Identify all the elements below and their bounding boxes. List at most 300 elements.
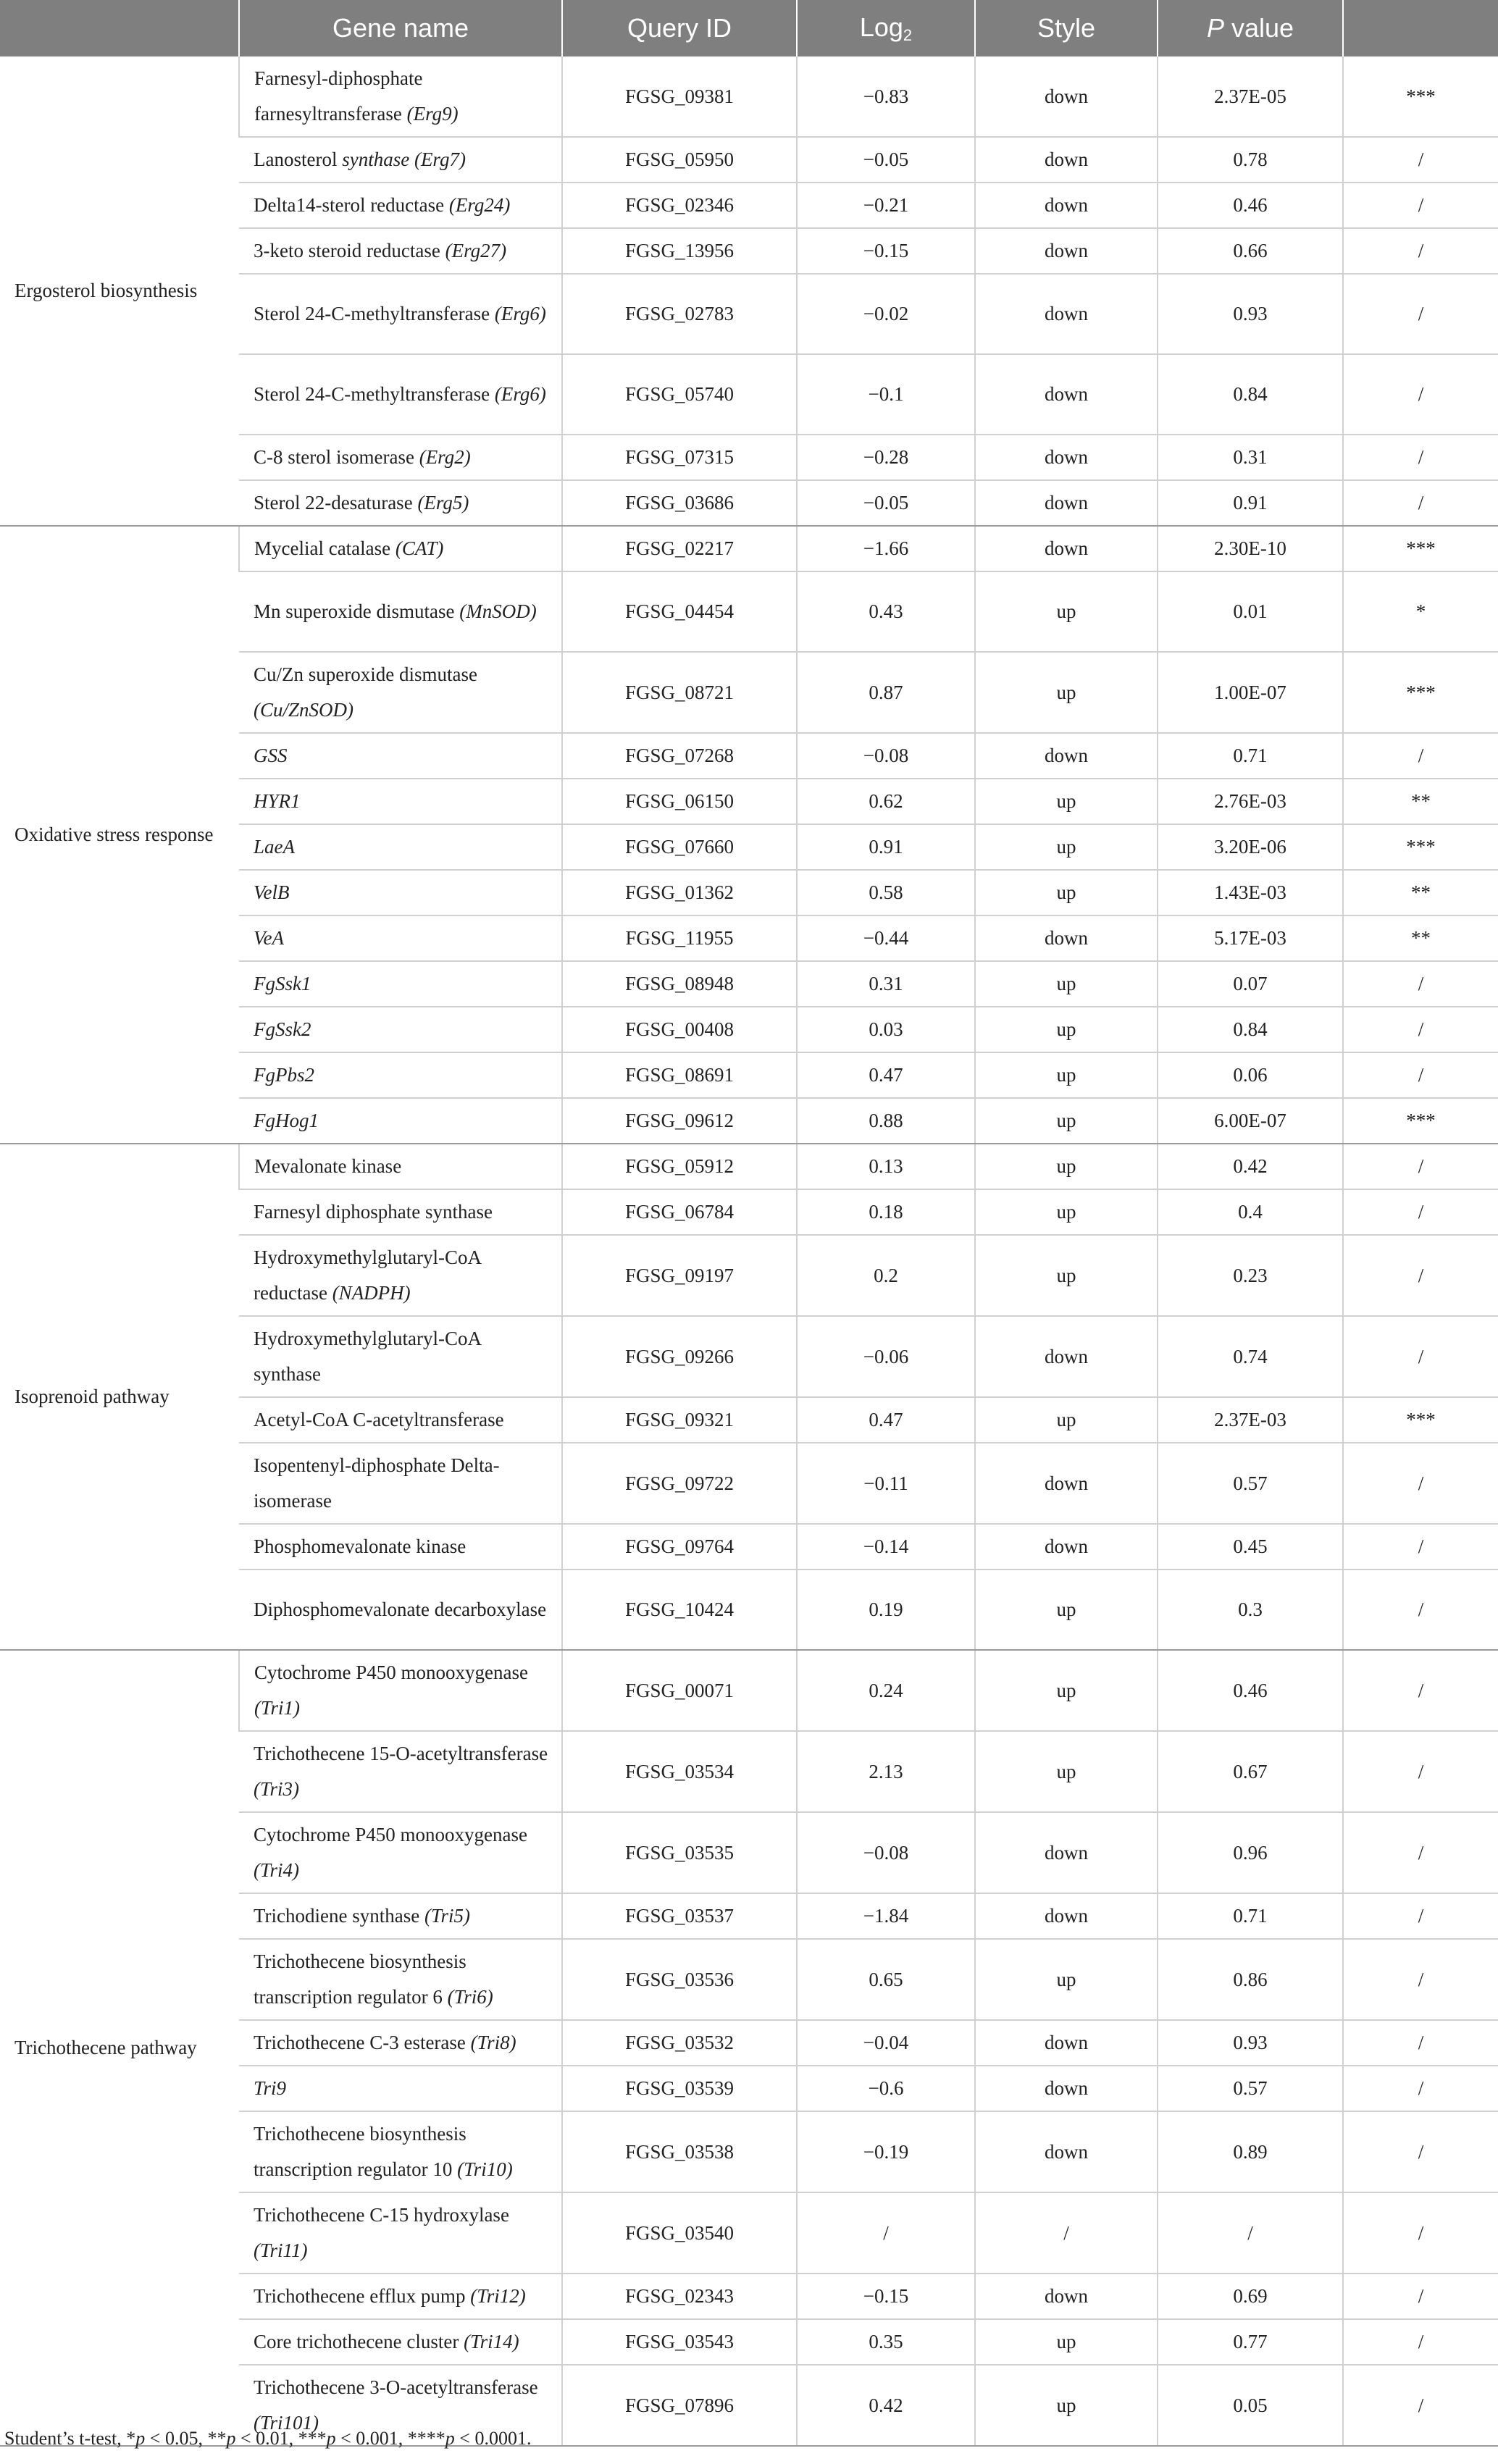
style-cell: up bbox=[975, 2365, 1158, 2446]
gene-name-cell bbox=[239, 1144, 562, 1189]
gene-name-text: Cytochrome P450 monooxygenase bbox=[254, 1824, 527, 1845]
p-value-cell: 0.46 bbox=[1158, 183, 1343, 228]
p-value-cell: 0.45 bbox=[1158, 1524, 1343, 1570]
query-id-cell: FGSG_00408 bbox=[562, 1007, 797, 1052]
header-query-id: Query ID bbox=[562, 0, 797, 56]
query-id-cell: FGSG_08948 bbox=[562, 961, 797, 1007]
p-value-cell: 6.00E-07 bbox=[1158, 1098, 1343, 1144]
style-cell: down bbox=[975, 274, 1158, 354]
gene-name-cell bbox=[239, 1052, 562, 1098]
query-id-cell: FGSG_10424 bbox=[562, 1570, 797, 1650]
gene-name-cell bbox=[239, 2020, 562, 2066]
significance-cell: * bbox=[1343, 571, 1498, 652]
style-cell: down bbox=[975, 526, 1158, 571]
significance-cell: / bbox=[1343, 2066, 1498, 2111]
gene-symbol-text: Tri9 bbox=[254, 2077, 287, 2099]
gene-name-text: Trichothecene efflux pump bbox=[254, 2285, 471, 2307]
query-id-cell: FGSG_02783 bbox=[562, 274, 797, 354]
significance-cell: / bbox=[1343, 2365, 1498, 2446]
p-value-cell: 0.4 bbox=[1158, 1189, 1343, 1235]
p-value-cell: 0.71 bbox=[1158, 733, 1343, 779]
significance-cell: *** bbox=[1343, 652, 1498, 733]
p-value-cell: 5.17E-03 bbox=[1158, 915, 1343, 961]
query-id-cell: FGSG_03543 bbox=[562, 2319, 797, 2365]
gene-name-cell bbox=[239, 824, 562, 870]
table-row bbox=[0, 526, 1498, 571]
gene-name-cell bbox=[239, 779, 562, 824]
log2-cell: 0.62 bbox=[797, 779, 975, 824]
gene-name-cell bbox=[239, 56, 562, 137]
gene-name-cell bbox=[239, 2111, 562, 2192]
gene-symbol-text: (Tri4) bbox=[254, 1859, 300, 1881]
table-row bbox=[0, 1144, 1498, 1189]
significance-cell: / bbox=[1343, 354, 1498, 435]
query-id-cell: FGSG_01362 bbox=[562, 870, 797, 915]
log2-cell: 0.88 bbox=[797, 1098, 975, 1144]
gene-symbol-text: (Erg9) bbox=[406, 103, 459, 125]
style-cell: down bbox=[975, 183, 1158, 228]
log2-cell: −0.19 bbox=[797, 2111, 975, 2192]
header-gene-name: Gene name bbox=[239, 0, 562, 56]
gene-symbol-text: FgSsk2 bbox=[254, 1018, 311, 1040]
log2-cell: 0.42 bbox=[797, 2365, 975, 2446]
gene-symbol-text: (Erg6) bbox=[494, 303, 546, 324]
query-id-cell: FGSG_03535 bbox=[562, 1812, 797, 1893]
log2-cell: −0.08 bbox=[797, 733, 975, 779]
style-cell: up bbox=[975, 652, 1158, 733]
gene-name-text: Trichodiene synthase bbox=[254, 1905, 424, 1927]
gene-name-text: Trichothecene 3-O-acetyltransferase bbox=[254, 2376, 538, 2398]
gene-name-cell bbox=[239, 571, 562, 652]
style-cell: down bbox=[975, 1812, 1158, 1893]
style-cell: up bbox=[975, 1397, 1158, 1443]
style-cell: down bbox=[975, 733, 1158, 779]
gene-name-text: Farnesyl-diphosphate farnesyltransferase bbox=[254, 67, 423, 125]
gene-name-text: Hydroxymethylglutaryl-CoA reductase bbox=[254, 1246, 481, 1304]
gene-name-text: Lanosterol bbox=[254, 148, 343, 170]
query-id-cell: FGSG_02346 bbox=[562, 183, 797, 228]
gene-symbol-text: (Erg2) bbox=[419, 446, 471, 468]
gene-name-text: Cu/Zn superoxide dismutase bbox=[254, 663, 477, 685]
log2-cell: / bbox=[797, 2192, 975, 2274]
gene-name-cell bbox=[239, 1939, 562, 2020]
gene-name-text: Cytochrome P450 monooxygenase bbox=[254, 1661, 528, 1683]
gene-symbol-text: GSS bbox=[254, 745, 288, 766]
style-cell: down bbox=[975, 480, 1158, 526]
log2-cell: 0.2 bbox=[797, 1235, 975, 1316]
query-id-cell: FGSG_05740 bbox=[562, 354, 797, 435]
query-id-cell: FGSG_05950 bbox=[562, 137, 797, 183]
gene-name-cell bbox=[239, 2319, 562, 2365]
gene-name-cell bbox=[239, 733, 562, 779]
log2-cell: 0.03 bbox=[797, 1007, 975, 1052]
significance-cell: / bbox=[1343, 137, 1498, 183]
p-value-cell: / bbox=[1158, 2192, 1343, 2274]
style-cell: up bbox=[975, 1235, 1158, 1316]
style-cell: up bbox=[975, 1189, 1158, 1235]
style-cell: up bbox=[975, 870, 1158, 915]
p-value-cell: 0.89 bbox=[1158, 2111, 1343, 2192]
p-value-cell: 1.43E-03 bbox=[1158, 870, 1343, 915]
gene-symbol-text: LaeA bbox=[254, 836, 295, 858]
gene-name-text: Sterol 24-C-methyltransferase bbox=[254, 303, 495, 324]
significance-cell: *** bbox=[1343, 56, 1498, 137]
query-id-cell: FGSG_07896 bbox=[562, 2365, 797, 2446]
gene-symbol-text: synthase (Erg7) bbox=[342, 148, 466, 170]
gene-name-text: Sterol 22-desaturase bbox=[254, 492, 418, 514]
p-value-cell: 0.78 bbox=[1158, 137, 1343, 183]
log2-cell: −0.04 bbox=[797, 2020, 975, 2066]
p-value-cell: 2.30E-10 bbox=[1158, 526, 1343, 571]
gene-symbol-text: (NADPH) bbox=[332, 1282, 411, 1304]
query-id-cell: FGSG_11955 bbox=[562, 915, 797, 961]
style-cell: down bbox=[975, 1443, 1158, 1524]
gene-symbol-text: (Erg5) bbox=[417, 492, 469, 514]
p-value-cell: 0.31 bbox=[1158, 435, 1343, 480]
query-id-cell: FGSG_04454 bbox=[562, 571, 797, 652]
p-value-cell: 0.74 bbox=[1158, 1316, 1343, 1397]
query-id-cell: FGSG_03534 bbox=[562, 1731, 797, 1812]
style-cell: up bbox=[975, 1731, 1158, 1812]
style-cell: down bbox=[975, 1316, 1158, 1397]
log2-cell: 0.47 bbox=[797, 1397, 975, 1443]
gene-name-text: Trichothecene biosynthesis transcription regulator 6 bbox=[254, 1950, 466, 2008]
significance-cell: / bbox=[1343, 1007, 1498, 1052]
log2-cell: 0.58 bbox=[797, 870, 975, 915]
style-cell: down bbox=[975, 2066, 1158, 2111]
query-id-cell: FGSG_09612 bbox=[562, 1098, 797, 1144]
style-cell: up bbox=[975, 1144, 1158, 1189]
gene-name-cell bbox=[239, 1007, 562, 1052]
significance-cell: / bbox=[1343, 2274, 1498, 2319]
significance-cell: / bbox=[1343, 2192, 1498, 2274]
header-style: Style bbox=[975, 0, 1158, 56]
log2-cell: 0.43 bbox=[797, 571, 975, 652]
style-cell: up bbox=[975, 2319, 1158, 2365]
p-value-cell: 0.67 bbox=[1158, 1731, 1343, 1812]
gene-name-cell bbox=[239, 1189, 562, 1235]
log2-cell: −0.05 bbox=[797, 480, 975, 526]
query-id-cell: FGSG_03686 bbox=[562, 480, 797, 526]
footnote: Student’s t-test, *p < 0.05, **p < 0.01, ***p < 0.001, ****p < 0.0001. bbox=[4, 2428, 532, 2449]
gene-name-text: Mevalonate kinase bbox=[254, 1155, 402, 1177]
significance-cell: / bbox=[1343, 183, 1498, 228]
log2-cell: −0.05 bbox=[797, 137, 975, 183]
log2-cell: −0.44 bbox=[797, 915, 975, 961]
gene-name-cell bbox=[239, 1235, 562, 1316]
gene-symbol-text: FgPbs2 bbox=[254, 1064, 314, 1086]
style-cell: up bbox=[975, 1098, 1158, 1144]
gene-name-cell bbox=[239, 2066, 562, 2111]
style-cell: up bbox=[975, 1570, 1158, 1650]
significance-cell: / bbox=[1343, 1570, 1498, 1650]
query-id-cell: FGSG_09764 bbox=[562, 1524, 797, 1570]
gene-symbol-text: (Erg6) bbox=[494, 383, 546, 405]
log2-cell: −0.1 bbox=[797, 354, 975, 435]
query-id-cell: FGSG_09321 bbox=[562, 1397, 797, 1443]
significance-cell: / bbox=[1343, 1650, 1498, 1731]
query-id-cell: FGSG_03540 bbox=[562, 2192, 797, 2274]
log2-cell: −1.66 bbox=[797, 526, 975, 571]
significance-cell: / bbox=[1343, 228, 1498, 274]
category-cell: Isoprenoid pathway bbox=[0, 1144, 239, 1650]
p-value-cell: 2.37E-03 bbox=[1158, 1397, 1343, 1443]
significance-cell: / bbox=[1343, 2111, 1498, 2192]
query-id-cell: FGSG_09197 bbox=[562, 1235, 797, 1316]
log2-cell: 2.13 bbox=[797, 1731, 975, 1812]
header-category bbox=[0, 0, 239, 56]
p-value-cell: 0.91 bbox=[1158, 480, 1343, 526]
gene-symbol-text: (Tri8) bbox=[470, 2032, 516, 2053]
gene-name-cell bbox=[239, 435, 562, 480]
gene-name-cell bbox=[239, 526, 562, 571]
p-value-cell: 3.20E-06 bbox=[1158, 824, 1343, 870]
query-id-cell: FGSG_02217 bbox=[562, 526, 797, 571]
gene-name-cell bbox=[239, 228, 562, 274]
gene-name-cell bbox=[239, 1316, 562, 1397]
style-cell: up bbox=[975, 1939, 1158, 2020]
significance-cell: / bbox=[1343, 1812, 1498, 1893]
log2-cell: 0.31 bbox=[797, 961, 975, 1007]
gene-name-cell bbox=[239, 961, 562, 1007]
p-value-cell: 0.57 bbox=[1158, 1443, 1343, 1524]
gene-symbol-text: (Tri5) bbox=[424, 1905, 471, 1927]
gene-name-text: Acetyl-CoA C-acetyltransferase bbox=[254, 1409, 504, 1430]
significance-cell: / bbox=[1343, 1052, 1498, 1098]
gene-name-text: 3-keto steroid reductase bbox=[254, 240, 445, 261]
gene-symbol-text: (Tri101) bbox=[254, 2412, 319, 2434]
style-cell: up bbox=[975, 779, 1158, 824]
table-row bbox=[0, 1650, 1498, 1731]
log2-cell: 0.24 bbox=[797, 1650, 975, 1731]
gene-symbol-text: (Tri11) bbox=[254, 2239, 308, 2261]
style-cell: down bbox=[975, 2020, 1158, 2066]
table-body bbox=[0, 56, 1498, 2446]
p-value-cell: 0.93 bbox=[1158, 2020, 1343, 2066]
style-cell: up bbox=[975, 824, 1158, 870]
p-value-cell: 0.46 bbox=[1158, 1650, 1343, 1731]
gene-name-cell bbox=[239, 2274, 562, 2319]
gene-name-text: Farnesyl diphosphate synthase bbox=[254, 1201, 493, 1223]
gene-name-text: Trichothecene biosynthesis transcription regulator 10 bbox=[254, 2123, 466, 2180]
significance-cell: *** bbox=[1343, 824, 1498, 870]
significance-cell: / bbox=[1343, 1235, 1498, 1316]
gene-name-text: Delta14-sterol reductase bbox=[254, 194, 449, 216]
query-id-cell: FGSG_13956 bbox=[562, 228, 797, 274]
style-cell: down bbox=[975, 56, 1158, 137]
gene-name-text: Isopentenyl-diphosphate Delta-isomerase bbox=[254, 1454, 500, 1512]
style-cell: up bbox=[975, 571, 1158, 652]
gene-symbol-text: (Erg24) bbox=[448, 194, 511, 216]
style-cell: up bbox=[975, 1007, 1158, 1052]
log2-cell: −0.08 bbox=[797, 1812, 975, 1893]
query-id-cell: FGSG_03532 bbox=[562, 2020, 797, 2066]
gene-name-text: Mn superoxide dismutase bbox=[254, 600, 460, 622]
header-p-value: P value bbox=[1158, 0, 1343, 56]
gene-name-cell bbox=[239, 1731, 562, 1812]
significance-cell: / bbox=[1343, 274, 1498, 354]
gene-name-cell bbox=[239, 1098, 562, 1144]
gene-symbol-text: (Tri6) bbox=[447, 1986, 493, 2008]
style-cell: up bbox=[975, 1650, 1158, 1731]
gene-symbol-text: (Cu/ZnSOD) bbox=[254, 699, 354, 721]
gene-name-text: Core trichothecene cluster bbox=[254, 2331, 464, 2352]
gene-name-cell bbox=[239, 870, 562, 915]
significance-cell: / bbox=[1343, 2020, 1498, 2066]
p-value-cell: 0.42 bbox=[1158, 1144, 1343, 1189]
query-id-cell: FGSG_09722 bbox=[562, 1443, 797, 1524]
query-id-cell: FGSG_06150 bbox=[562, 779, 797, 824]
p-value-cell: 0.23 bbox=[1158, 1235, 1343, 1316]
p-value-cell: 0.06 bbox=[1158, 1052, 1343, 1098]
significance-cell: / bbox=[1343, 1524, 1498, 1570]
significance-cell: / bbox=[1343, 435, 1498, 480]
gene-symbol-text: (Tri12) bbox=[470, 2285, 526, 2307]
p-value-cell: 0.69 bbox=[1158, 2274, 1343, 2319]
log2-cell: 0.35 bbox=[797, 2319, 975, 2365]
gene-symbol-text: HYR1 bbox=[254, 790, 301, 812]
style-cell: up bbox=[975, 1052, 1158, 1098]
category-cell: Oxidative stress response bbox=[0, 526, 239, 1144]
gene-name-cell bbox=[239, 2192, 562, 2274]
gene-name-cell bbox=[239, 480, 562, 526]
gene-name-cell bbox=[239, 354, 562, 435]
table-row bbox=[0, 56, 1498, 137]
log2-cell: −1.84 bbox=[797, 1893, 975, 1939]
gene-name-cell bbox=[239, 183, 562, 228]
log2-cell: −0.06 bbox=[797, 1316, 975, 1397]
significance-cell: *** bbox=[1343, 1397, 1498, 1443]
query-id-cell: FGSG_05912 bbox=[562, 1144, 797, 1189]
gene-name-text: Phosphomevalonate kinase bbox=[254, 1535, 466, 1557]
log2-cell: 0.91 bbox=[797, 824, 975, 870]
significance-cell: *** bbox=[1343, 1098, 1498, 1144]
gene-symbol-text: (Erg27) bbox=[445, 240, 507, 261]
significance-cell: *** bbox=[1343, 526, 1498, 571]
p-value-cell: 0.93 bbox=[1158, 274, 1343, 354]
significance-cell: / bbox=[1343, 1731, 1498, 1812]
significance-cell: / bbox=[1343, 1144, 1498, 1189]
category-cell: Ergosterol biosynthesis bbox=[0, 56, 239, 526]
style-cell: down bbox=[975, 354, 1158, 435]
style-cell: down bbox=[975, 1524, 1158, 1570]
p-value-cell: 0.57 bbox=[1158, 2066, 1343, 2111]
p-value-cell: 0.3 bbox=[1158, 1570, 1343, 1650]
style-cell: down bbox=[975, 1893, 1158, 1939]
gene-symbol-text: VelB bbox=[254, 881, 290, 903]
query-id-cell: FGSG_00071 bbox=[562, 1650, 797, 1731]
p-value-cell: 0.01 bbox=[1158, 571, 1343, 652]
significance-cell: / bbox=[1343, 2319, 1498, 2365]
gene-name-cell bbox=[239, 1570, 562, 1650]
log2-cell: −0.28 bbox=[797, 435, 975, 480]
query-id-cell: FGSG_08721 bbox=[562, 652, 797, 733]
query-id-cell: FGSG_07268 bbox=[562, 733, 797, 779]
gene-name-cell bbox=[239, 1650, 562, 1731]
gene-symbol-text: FgSsk1 bbox=[254, 973, 311, 994]
log2-cell: −0.11 bbox=[797, 1443, 975, 1524]
gene-name-text: Trichothecene 15-O-acetyltransferase bbox=[254, 1743, 548, 1764]
p-value-cell: 1.00E-07 bbox=[1158, 652, 1343, 733]
significance-cell: ** bbox=[1343, 779, 1498, 824]
log2-cell: −0.21 bbox=[797, 183, 975, 228]
p-value-cell: 0.07 bbox=[1158, 961, 1343, 1007]
style-cell: down bbox=[975, 2111, 1158, 2192]
style-cell: up bbox=[975, 961, 1158, 1007]
style-cell: down bbox=[975, 2274, 1158, 2319]
p-value-cell: 0.77 bbox=[1158, 2319, 1343, 2365]
table-header-row bbox=[0, 0, 1498, 56]
significance-cell: / bbox=[1343, 961, 1498, 1007]
style-cell: down bbox=[975, 915, 1158, 961]
significance-cell: ** bbox=[1343, 915, 1498, 961]
query-id-cell: FGSG_07660 bbox=[562, 824, 797, 870]
query-id-cell: FGSG_09381 bbox=[562, 56, 797, 137]
gene-symbol-text: (Tri14) bbox=[464, 2331, 519, 2352]
p-value-cell: 0.96 bbox=[1158, 1812, 1343, 1893]
log2-cell: −0.02 bbox=[797, 274, 975, 354]
header-significance bbox=[1343, 0, 1498, 56]
gene-name-cell bbox=[239, 1812, 562, 1893]
significance-cell: ** bbox=[1343, 870, 1498, 915]
p-value-cell: 0.66 bbox=[1158, 228, 1343, 274]
query-id-cell: FGSG_06784 bbox=[562, 1189, 797, 1235]
log2-cell: −0.14 bbox=[797, 1524, 975, 1570]
log2-cell: 0.18 bbox=[797, 1189, 975, 1235]
query-id-cell: FGSG_07315 bbox=[562, 435, 797, 480]
p-value-cell: 0.86 bbox=[1158, 1939, 1343, 2020]
gene-name-text: Trichothecene C-15 hydroxylase bbox=[254, 2204, 509, 2226]
gene-name-text: C-8 sterol isomerase bbox=[254, 446, 419, 468]
gene-name-cell bbox=[239, 1893, 562, 1939]
gene-name-cell bbox=[239, 274, 562, 354]
log2-cell: 0.47 bbox=[797, 1052, 975, 1098]
query-id-cell: FGSG_02343 bbox=[562, 2274, 797, 2319]
query-id-cell: FGSG_03536 bbox=[562, 1939, 797, 2020]
gene-symbol-text: (MnSOD) bbox=[459, 600, 537, 622]
log2-cell: −0.6 bbox=[797, 2066, 975, 2111]
gene-name-text: Hydroxymethylglutaryl-CoA synthase bbox=[254, 1328, 481, 1385]
p-value-cell: 0.71 bbox=[1158, 1893, 1343, 1939]
gene-symbol-text: (Tri1) bbox=[254, 1697, 301, 1719]
p-value-cell: 2.76E-03 bbox=[1158, 779, 1343, 824]
query-id-cell: FGSG_08691 bbox=[562, 1052, 797, 1098]
style-cell: down bbox=[975, 228, 1158, 274]
gene-symbol-text: VeA bbox=[254, 927, 284, 949]
gene-symbol-text: (CAT) bbox=[395, 537, 444, 559]
significance-cell: / bbox=[1343, 733, 1498, 779]
style-cell: / bbox=[975, 2192, 1158, 2274]
gene-symbol-text: (Tri3) bbox=[254, 1778, 300, 1800]
log2-cell: 0.13 bbox=[797, 1144, 975, 1189]
gene-name-cell bbox=[239, 1397, 562, 1443]
gene-name-cell bbox=[239, 1443, 562, 1524]
gene-name-cell bbox=[239, 137, 562, 183]
log2-cell: −0.15 bbox=[797, 2274, 975, 2319]
p-value-cell: 0.84 bbox=[1158, 1007, 1343, 1052]
query-id-cell: FGSG_09266 bbox=[562, 1316, 797, 1397]
style-cell: down bbox=[975, 435, 1158, 480]
gene-name-text: Mycelial catalase bbox=[254, 537, 396, 559]
query-id-cell: FGSG_03539 bbox=[562, 2066, 797, 2111]
gene-name-cell bbox=[239, 1524, 562, 1570]
significance-cell: / bbox=[1343, 1443, 1498, 1524]
log2-cell: 0.65 bbox=[797, 1939, 975, 2020]
query-id-cell: FGSG_03538 bbox=[562, 2111, 797, 2192]
log2-cell: 0.19 bbox=[797, 1570, 975, 1650]
query-id-cell: FGSG_03537 bbox=[562, 1893, 797, 1939]
p-value-cell: 2.37E-05 bbox=[1158, 56, 1343, 137]
